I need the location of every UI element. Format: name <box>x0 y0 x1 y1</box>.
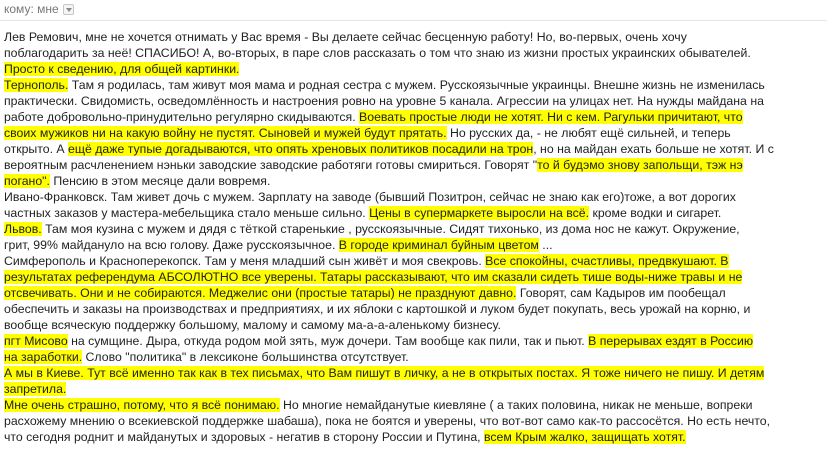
message-text: Ивано-Франковск. Там живет дочь с мужем. Зарплату на заводе (бывший Позитрон, сейчас не знаю как его)тоже, а вот дорогих <box>4 190 736 204</box>
highlighted-text: А мы в Киеве. Тут всё именно так как в тех письмах, что Вам пишут в личку, а не в открытых постах. Я тоже ничего не пишу. И детям <box>4 366 765 380</box>
message-text: Слово "политика" в лексиконе большинства отсутствует. <box>82 350 409 364</box>
message-text: частных заказов у мастера-мебельщика стало меньше сильно. <box>4 206 370 220</box>
recipient-details-dropdown-icon[interactable] <box>63 4 74 15</box>
message-line <box>4 61 824 77</box>
message-line <box>4 269 824 285</box>
recipient-row <box>4 2 74 16</box>
highlighted-text: результатах референдума АБСОЛЮТНО все уверены. Татары рассказывают, что им сказали сидеть тише воды-ниже травы и не <box>4 270 743 284</box>
highlighted-text: отсвечивать. Они и не собираются. Меджелис они (простые татары) не празднуют давно. <box>4 286 517 300</box>
message-line <box>4 365 824 381</box>
message-line <box>4 141 824 157</box>
message-line <box>4 93 824 109</box>
message-line <box>4 125 824 141</box>
highlighted-text: Цены в супермаркете выросли на всё. <box>369 206 590 220</box>
message-text: что сегодня роднит и майданутых и здоровых - негатив в сторону России и Путина, <box>4 430 485 444</box>
message-body <box>4 29 824 445</box>
message-text: вероятным расчленением нэньки заводские заводские работяги готовы смириться. Говорят " <box>4 158 538 172</box>
message-text: Но многие немайданутые киевляне ( а таких половина, никак не меньше, вопреки <box>279 398 753 412</box>
highlighted-text: Мне очень страшно, потому, что я всё понимаю. <box>4 398 280 412</box>
message-text: открыто. А <box>4 142 69 156</box>
highlighted-text: В городе криминал буйным цветом <box>338 238 539 252</box>
header-divider <box>0 20 827 21</box>
message-line <box>4 109 824 125</box>
highlighted-text: пгт Мисово <box>4 334 68 348</box>
message-text: ... <box>538 238 553 252</box>
message-text: вообще всяческую поддержку большому, малому и самому ма-а-а-аленькому бизнесу. <box>4 318 501 332</box>
message-line <box>4 205 824 221</box>
message-line <box>4 413 824 429</box>
highlighted-text: погано". <box>4 174 50 188</box>
message-line <box>4 173 824 189</box>
message-text: обеспечить и заказы на производствах и предприятиях, и их яблоки с картошкой и луком будет покупать, весь урожай на корню, и <box>4 302 751 316</box>
highlighted-text: на заработки. <box>4 350 83 364</box>
highlighted-text: Все спокойны, счастливы, предвкушают. В <box>485 254 729 268</box>
message-line <box>4 301 824 317</box>
message-line <box>4 45 824 61</box>
message-line <box>4 349 824 365</box>
message-text: на сумщине. Дыра, откуда родом мой зять, муж дочери. Там вообще как пили, так и пьют. <box>67 334 589 348</box>
message-line <box>4 189 824 205</box>
message-text: , но на майдан ехать больше не хотят. И с <box>533 142 774 156</box>
message-line <box>4 77 824 93</box>
message-line <box>4 333 824 349</box>
highlighted-text: Воевать простые люди не хотят. Ни с кем. Рагульки причитают, что <box>359 110 743 124</box>
message-line <box>4 237 824 253</box>
highlighted-text: своих мужиков ни на какую войну не пустят. Сыновей и мужей будут прятать. <box>4 126 447 140</box>
highlighted-text: Львов. <box>4 222 42 236</box>
message-line <box>4 253 824 269</box>
message-text: Пенсию в этом месяце дали вовремя. <box>49 174 271 188</box>
message-line <box>4 317 824 333</box>
message-line <box>4 397 824 413</box>
highlighted-text: Тернополь. <box>4 78 69 92</box>
message-text: Говорят, сам Кадыров им пообещал <box>516 286 726 300</box>
message-line <box>4 381 824 397</box>
highlighted-text: запретила. <box>4 382 67 396</box>
message-text: расхожему мнению о всекиевской поддержке шабаша), пока не боятся и уверены, что вот-вот само как-то рассосётся. Но есть нечто, <box>4 414 771 428</box>
highlighted-text: всем Крым жалко, защищать хотят. <box>484 430 686 444</box>
message-text: практически. Свидомисть, осведомлённость и настроения ровно на уровне 5 канала. Агрессии на улицах нет. На нужды майдана на <box>4 94 764 108</box>
message-line <box>4 221 824 237</box>
message-text: Лев Ремович, мне не хочется отнимать у Вас время - Вы делаете сейчас бесценную работу! Но, во-первых, очень хочу <box>4 30 687 44</box>
highlighted-text: то й будэмо знову запольщи, тэж нэ <box>537 158 743 172</box>
message-text: кроме водки и сигарет. <box>589 206 722 220</box>
highlighted-text: ещё даже тупые догадываются, что опять хреновых политиков посадили на трон <box>68 142 534 156</box>
highlighted-text: Просто к сведению, для общей картинки. <box>4 62 240 76</box>
recipient-label: кому: мне <box>4 2 59 16</box>
message-text: Но русских да, - не любят ещё сильней, и теперь <box>446 126 731 140</box>
message-line <box>4 29 824 45</box>
message-text: Там я родилась, там живут моя мама и родная сестра с мужем. Русскоязычные украинцы. Внешне жизнь не изменилась <box>68 78 765 92</box>
message-text: Там моя кузина с мужем и дядя с тёткой старенькие , русскоязычные. Сидят тихонько, из дома нос не кажут. Окружение, <box>41 222 740 236</box>
message-text: работе добровольно-принудительно регулярно скидываются. <box>4 110 360 124</box>
message-line <box>4 429 824 445</box>
message-text: грит, 99% майдануло на всю голову. Даже русскоязычное. <box>4 238 339 252</box>
message-text: поблагодарить за неё! СПАСИБО! А, во-вторых, в паре слов рассказать о том что знаю из жизни простых украинских обывателей. <box>4 46 751 60</box>
message-text: Симферополь и Красноперекопск. Там у меня младший сын живёт и моя свекровь. <box>4 254 486 268</box>
message-line <box>4 157 824 173</box>
highlighted-text: В перерывах ездят в Россию <box>588 334 754 348</box>
message-line <box>4 285 824 301</box>
